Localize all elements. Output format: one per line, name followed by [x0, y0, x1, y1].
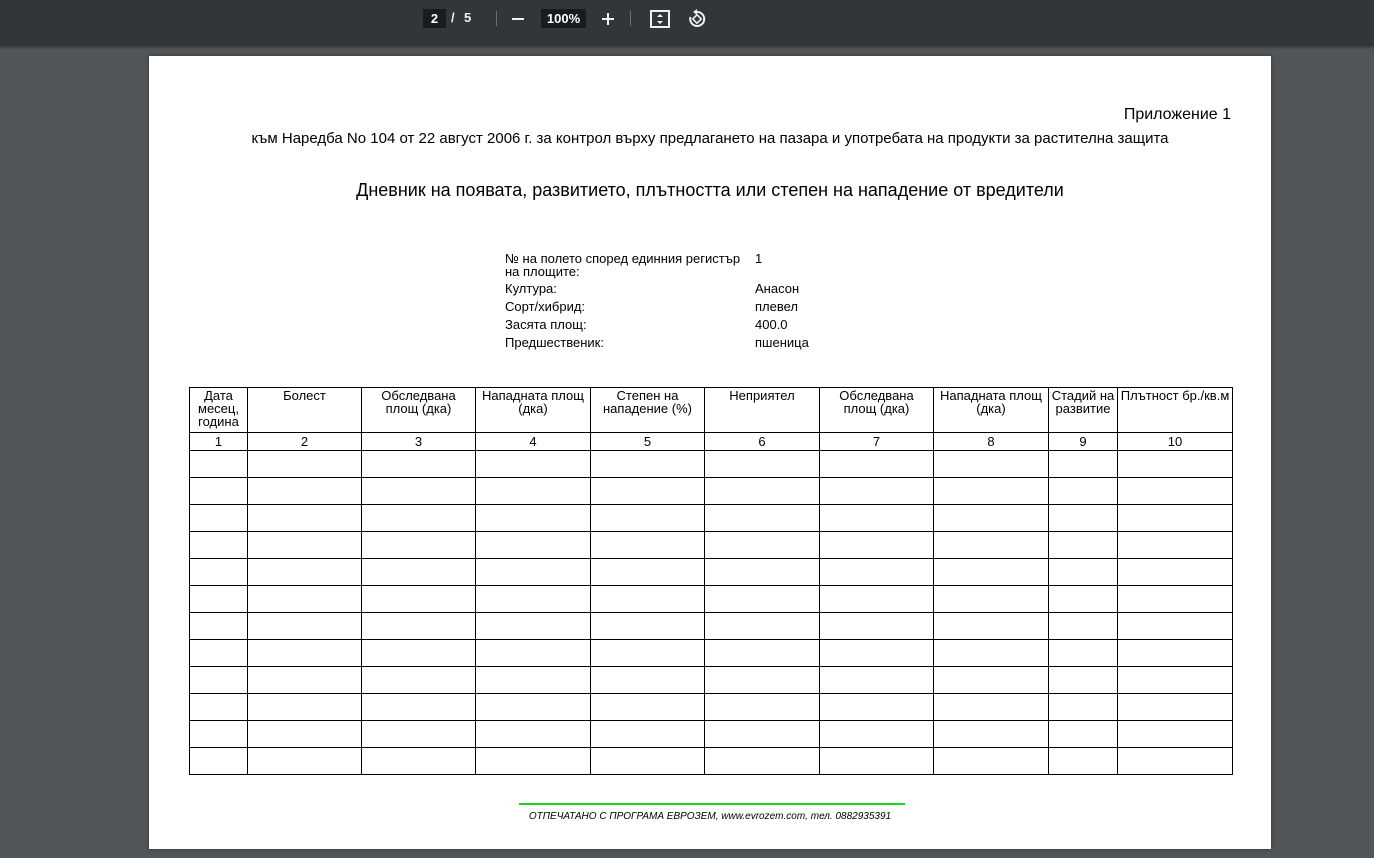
table-cell [190, 694, 248, 721]
table-cell [591, 478, 705, 505]
pdf-page [149, 56, 1271, 849]
table-cell [591, 505, 705, 532]
table-row [190, 505, 1233, 532]
table-cell [591, 613, 705, 640]
table-cell [934, 613, 1049, 640]
table-cell [362, 667, 476, 694]
table-cell [1049, 451, 1118, 478]
table-cell [820, 505, 934, 532]
table-cell [705, 748, 820, 775]
table-cell [820, 451, 934, 478]
table-cell [934, 478, 1049, 505]
table-cell [248, 532, 362, 559]
table-row [190, 559, 1233, 586]
toolbar-divider [630, 11, 631, 26]
column-header: Плътност бр./кв.м [1118, 388, 1233, 433]
table-cell [248, 451, 362, 478]
rotate-icon [687, 9, 707, 29]
table-cell [1118, 667, 1233, 694]
table-cell [190, 721, 248, 748]
table-cell [705, 721, 820, 748]
column-number: 4 [476, 433, 591, 451]
table-cell [190, 613, 248, 640]
fit-page-icon [650, 10, 670, 28]
table-row [190, 667, 1233, 694]
table-cell [362, 694, 476, 721]
table-cell [934, 505, 1049, 532]
column-number: 6 [705, 433, 820, 451]
table-cell [190, 640, 248, 667]
table-cell [248, 559, 362, 586]
table-cell [820, 559, 934, 586]
rotate-button[interactable] [685, 7, 709, 31]
table-cell [1118, 721, 1233, 748]
table-cell [476, 478, 591, 505]
table-cell [248, 586, 362, 613]
table-cell [476, 586, 591, 613]
table-cell [476, 451, 591, 478]
table-cell [190, 451, 248, 478]
table-cell [362, 532, 476, 559]
table-cell [1049, 478, 1118, 505]
table-cell [1118, 586, 1233, 613]
table-row [190, 748, 1233, 775]
table-cell [934, 721, 1049, 748]
footer-divider [519, 803, 905, 805]
column-number: 3 [362, 433, 476, 451]
pdf-toolbar [0, 0, 1374, 46]
column-header: Степен на нападение (%) [591, 388, 705, 433]
table-cell [1049, 667, 1118, 694]
table-row [190, 478, 1233, 505]
table-cell [248, 613, 362, 640]
table-cell [362, 505, 476, 532]
table-cell [1118, 559, 1233, 586]
table-cell [362, 586, 476, 613]
table-cell [820, 748, 934, 775]
table-cell [820, 721, 934, 748]
table-cell [476, 694, 591, 721]
table-cell [1049, 532, 1118, 559]
column-number: 2 [248, 433, 362, 451]
table-cell [476, 667, 591, 694]
table-cell [591, 559, 705, 586]
table-cell [362, 721, 476, 748]
info-value: 1 [755, 251, 763, 266]
table-cell [705, 586, 820, 613]
table-body [190, 451, 1233, 775]
table-cell [248, 640, 362, 667]
table-cell [248, 505, 362, 532]
table-cell [934, 640, 1049, 667]
table-cell [820, 478, 934, 505]
toolbar-divider [496, 11, 497, 26]
column-header: Стадий на развитие [1049, 388, 1118, 433]
column-number: 7 [820, 433, 934, 451]
table-cell [362, 613, 476, 640]
table-cell [705, 451, 820, 478]
table-cell [934, 586, 1049, 613]
table-cell [705, 532, 820, 559]
info-label: Сорт/хибрид: [505, 299, 586, 314]
table-cell [190, 748, 248, 775]
table-cell [190, 532, 248, 559]
table-cell [591, 532, 705, 559]
info-label: Засята площ: [505, 317, 587, 332]
table-cell [705, 613, 820, 640]
document-title: Дневник на появата, развитието, плътността или степен на нападение от вредители [356, 180, 1064, 200]
table-cell [1118, 451, 1233, 478]
minus-icon [511, 12, 525, 26]
table-cell [248, 667, 362, 694]
table-cell [1118, 505, 1233, 532]
table-cell [705, 505, 820, 532]
table-cell [476, 640, 591, 667]
table-cell [705, 640, 820, 667]
table-cell [190, 586, 248, 613]
table-cell [934, 532, 1049, 559]
info-label: № на полето според единния регистър на площите: [505, 251, 741, 279]
info-value: пшеница [755, 335, 809, 350]
table-cell [1118, 694, 1233, 721]
table-row [190, 613, 1233, 640]
table-cell [1049, 748, 1118, 775]
column-header: Нападната площ (дка) [476, 388, 591, 433]
table-cell [476, 748, 591, 775]
table-cell [591, 748, 705, 775]
table-cell [934, 694, 1049, 721]
table-cell [591, 586, 705, 613]
table-cell [820, 586, 934, 613]
table-cell [934, 667, 1049, 694]
zoom-out-button[interactable] [506, 7, 530, 31]
table-cell [591, 451, 705, 478]
table-cell [1049, 640, 1118, 667]
page-separator: / [451, 10, 455, 25]
appendix-title: Приложение 1 [1123, 106, 1231, 123]
table-cell [705, 694, 820, 721]
table-row [190, 640, 1233, 667]
table-cell [1118, 748, 1233, 775]
column-number: 5 [591, 433, 705, 451]
column-header: Болест [248, 388, 362, 433]
table-cell [591, 694, 705, 721]
info-value: 400.0 [755, 317, 788, 332]
table-cell [248, 748, 362, 775]
table-cell [1118, 478, 1233, 505]
table-cell [476, 613, 591, 640]
table-cell [934, 748, 1049, 775]
column-header: Обследвана площ (дка) [820, 388, 934, 433]
table-cell [820, 613, 934, 640]
table-cell [476, 721, 591, 748]
table-cell [1049, 505, 1118, 532]
table-row [190, 721, 1233, 748]
table-cell [362, 559, 476, 586]
zoom-in-button[interactable] [596, 7, 620, 31]
page-total: 5 [464, 10, 472, 25]
info-label: Предшественик: [505, 335, 604, 350]
column-number: 10 [1118, 433, 1233, 451]
footer-text: ОТПЕЧАТАНО С ПРОГРАМА ЕВРОЗЕМ, www.evrozem.com, тел. 0882935391 [528, 811, 892, 822]
column-number: 9 [1049, 433, 1118, 451]
column-header: Неприятел [705, 388, 820, 433]
column-number-row [190, 433, 1233, 451]
table-cell [248, 694, 362, 721]
table-header-row [190, 388, 1233, 433]
page-number-input[interactable]: 2 [423, 9, 446, 28]
pest-journal-table [189, 387, 1233, 775]
table-cell [1118, 640, 1233, 667]
table-cell [934, 451, 1049, 478]
table-cell [190, 505, 248, 532]
column-number: 8 [934, 433, 1049, 451]
plus-icon [601, 12, 615, 26]
table-cell [476, 505, 591, 532]
table-cell [1049, 694, 1118, 721]
table-row [190, 586, 1233, 613]
table-cell [591, 667, 705, 694]
zoom-level-input[interactable]: 100% [541, 9, 586, 28]
table-cell [190, 667, 248, 694]
table-cell [705, 559, 820, 586]
table-cell [476, 559, 591, 586]
info-label: Култура: [505, 281, 557, 296]
table-cell [362, 748, 476, 775]
table-cell [591, 721, 705, 748]
table-row [190, 451, 1233, 478]
table-cell [1049, 559, 1118, 586]
table-row [190, 532, 1233, 559]
table-cell [248, 721, 362, 748]
table-cell [362, 640, 476, 667]
info-value: Анасон [755, 281, 800, 296]
table-cell [1118, 532, 1233, 559]
table-cell [190, 478, 248, 505]
info-value: плевел [755, 299, 798, 314]
column-header: Дата месец, година [190, 388, 248, 433]
fit-to-page-button[interactable] [648, 7, 672, 31]
table-cell [934, 559, 1049, 586]
table-cell [820, 694, 934, 721]
table-cell [820, 667, 934, 694]
table-cell [705, 667, 820, 694]
table-cell [820, 640, 934, 667]
column-number: 1 [190, 433, 248, 451]
table-cell [1049, 721, 1118, 748]
table-cell [476, 532, 591, 559]
column-header: Обследвана площ (дка) [362, 388, 476, 433]
table-row [190, 694, 1233, 721]
table-cell [1118, 613, 1233, 640]
table-cell [362, 451, 476, 478]
column-header: Нападната площ (дка) [934, 388, 1049, 433]
table-cell [1049, 613, 1118, 640]
appendix-subtitle: към Наредба No 104 от 22 август 2006 г. за контрол върху предлагането на пазара и употребата на продукти за растителна защита [251, 130, 1169, 147]
table-cell [1049, 586, 1118, 613]
table-cell [820, 532, 934, 559]
table-cell [362, 478, 476, 505]
table-cell [248, 478, 362, 505]
table-cell [705, 478, 820, 505]
table-cell [190, 559, 248, 586]
table-cell [591, 640, 705, 667]
